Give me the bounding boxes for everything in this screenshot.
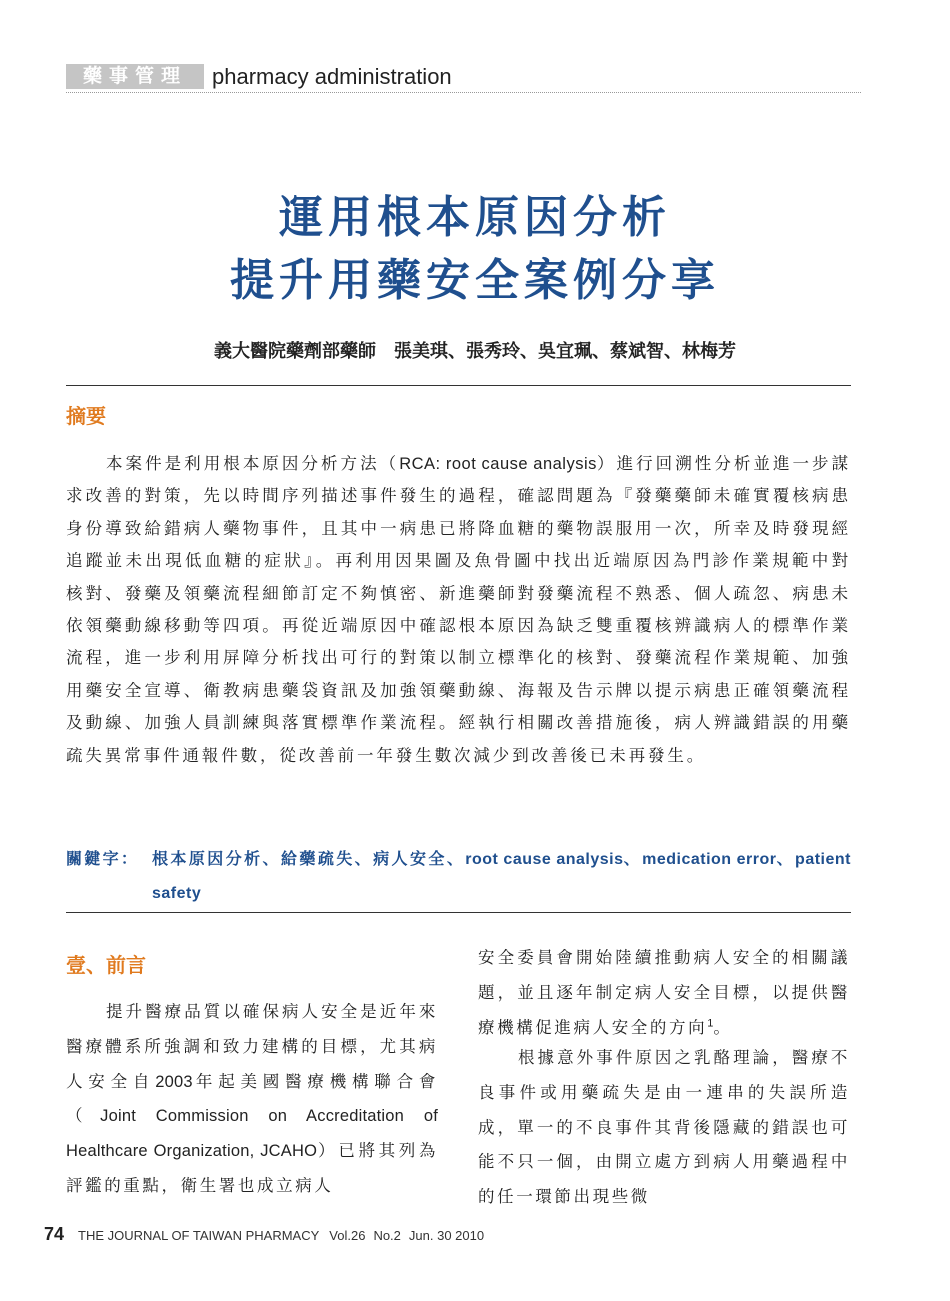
body-org-name: Joint Commission on Accreditation of Healthcare Organization, JCAHO (66, 1107, 438, 1161)
body-column-right-para2: 根據意外事件原因之乳酪理論，醫療不良事件或用藥疏失是由一連串的失誤所造成，單一的不良事件其背後隱藏的錯誤也可能不只一個，由開立處方到病人用藥過程中的任一環節出現些微 (478, 1048, 850, 1207)
body-text: 。 (713, 1017, 733, 1037)
author-line: 義大醫院藥劑部藥師 張美琪、張秀玲、吳宜珮、蔡斌智、林梅芳 (214, 341, 736, 362)
keywords-list (152, 842, 851, 910)
article-title-line1: 運用根本原因分析 (279, 192, 671, 243)
keyword-en: medication error (642, 851, 777, 868)
abstract-text-pre: 本案件是利用根本原因分析方法（ (106, 454, 400, 473)
abstract-term: RCA: root cause analysis (399, 455, 597, 473)
keywords-separator: 、 (623, 849, 643, 868)
body-column-right-para1 (478, 941, 850, 1045)
body-year: 2003 (155, 1072, 193, 1091)
body-text: 安全委員會開始陸續推動病人安全的相關議題，並且逐年制定病人安全目標，以提供醫療機構促進病人安全的方向 (478, 948, 850, 1037)
keywords-separator: 、 (446, 849, 466, 868)
divider-top (66, 385, 851, 386)
section-heading: 壹、前言 (66, 953, 146, 977)
page-number: 74 (44, 1224, 65, 1244)
body-text: ）已將其列為評鑑的重點，衛生署也成立病人 (66, 1141, 438, 1195)
section-name-en: pharmacy administration (212, 64, 452, 89)
section-header (66, 64, 861, 93)
journal-name: THE JOURNAL OF TAIWAN PHARMACY (78, 1228, 320, 1243)
keywords-zh: 根本原因分析、給藥疏失、病人安全 (152, 849, 447, 868)
section-tag: 藥事管理 (66, 64, 204, 89)
journal-volume: Vol.26 (329, 1228, 366, 1243)
page-footer (44, 1224, 484, 1245)
divider-bottom (66, 912, 851, 913)
abstract-text-post: ）進行回溯性分析並進一步謀求改善的對策，先以時間序列描述事件發生的過程，確認問題為『發藥藥師未確實覆核病患身份導致給錯病人藥物事件，且其中一病患已將降血糖的藥物誤服用一次，所幸及時發現經追蹤並未出現低血糖的症狀』。再利用因果圖及魚骨圖中找出近端原因為門診作業規範中對核對、發藥及領藥流程細節訂定不夠慎密、新進藥師對發藥流程不熟悉、個人疏忽、病患未依領藥動線移動等四項。再從近端原因中確認根本原因為缺乏雙重覆核辨識病人的標準作業流程，進一步利用屏障分析找出可行的對策以制立標準化的核對、發藥流程作業規範、加強用藥安全宣導、衛教病患藥袋資訊及加強領藥動線、海報及告示牌以提示病患正確領藥流程及動線、加強人員訓練與落實標準作業流程。經執行相關改善措施後，病人辨識錯誤的用藥疏失異常事件通報件數，從改善前一年發生數次減少到改善後已未再發生。 (66, 454, 851, 765)
reference-marker: 1 (707, 1017, 714, 1030)
body-text: 提升醫療品質以確保病人安全是近年來醫療體系所強調和致力建構的目標，尤其病人安全自 (66, 1002, 438, 1091)
journal-date: Jun. 30 2010 (408, 1228, 485, 1243)
journal-issue: No.2 (373, 1228, 401, 1243)
body-text: 年起美國醫療機構聯合會（ (66, 1071, 438, 1126)
keyword-en: root cause analysis (465, 851, 624, 868)
article-title-line2: 提升用藥安全案例分享 (230, 255, 720, 306)
body-column-left (66, 995, 438, 1204)
keywords-separator: 、 (776, 849, 796, 868)
keyword-en: patient safety (152, 851, 851, 902)
keywords-label: 關鍵字： (66, 849, 140, 868)
abstract-heading: 摘要 (66, 404, 106, 428)
abstract-body (66, 448, 851, 772)
